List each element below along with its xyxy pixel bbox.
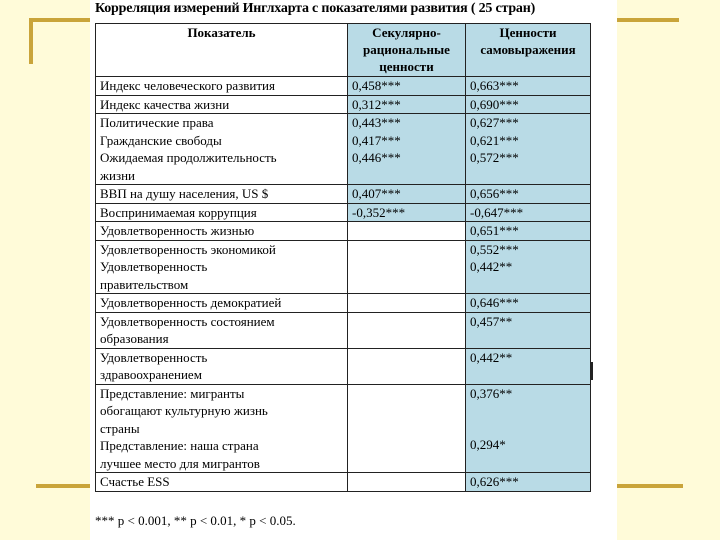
correlation-value — [470, 419, 586, 436]
indicator-label: лучшее место для мигрантов — [100, 455, 260, 471]
secular-value-cell — [348, 95, 466, 114]
correlation-value: 0,656*** — [470, 186, 519, 201]
header-label: ценности — [379, 59, 434, 74]
correlation-value: 0,407*** — [352, 186, 401, 201]
correlation-value: 0,458*** — [352, 78, 401, 93]
decor-top-left-line — [29, 18, 90, 22]
header-label: Показатель — [187, 25, 256, 40]
decor-vertical-line — [29, 18, 33, 64]
indicator-cell — [96, 203, 348, 222]
self-expression-value-cell — [466, 294, 591, 313]
table-row — [96, 312, 591, 348]
correlation-value: -0,352*** — [352, 204, 406, 220]
indicator-label: Индекс качества жизни — [100, 96, 230, 112]
indicator-label: правительством — [100, 276, 189, 292]
table-title: Корреляция измерений Инглхарта с показателями развития ( 25 стран) — [95, 1, 536, 16]
correlation-value: 0,651*** — [470, 223, 519, 238]
header-label: Ценности — [499, 25, 557, 40]
self-expression-value-cell — [466, 185, 591, 204]
indicator-label: Индекс человеческого развития — [100, 78, 275, 93]
indicator-label: Удовлетворенность жизнью — [100, 223, 255, 238]
table-row — [96, 240, 591, 294]
correlation-value: 0,443*** — [352, 115, 401, 130]
indicator-label: Гражданские свободы — [100, 132, 222, 148]
secular-value-cell — [348, 222, 466, 241]
header-label: рациональные — [363, 42, 450, 57]
secular-value-cell — [348, 312, 466, 348]
self-expression-value-cell — [466, 240, 591, 294]
correlation-value: -0,647*** — [470, 204, 524, 220]
indicator-label: Удовлетворенность — [100, 349, 208, 365]
indicator-cell — [96, 222, 348, 241]
indicator-cell — [96, 348, 348, 384]
indicator-label: страны — [100, 420, 140, 436]
edge-mark — [591, 362, 593, 380]
correlation-value: 0,690*** — [470, 96, 519, 112]
table-row — [96, 95, 591, 114]
decor-bottom-left-line — [36, 484, 90, 488]
indicator-label: Ожидаемая продолжительность — [100, 150, 277, 165]
header-label: Секулярно- — [372, 25, 441, 40]
header-secular-rational — [348, 24, 466, 77]
indicator-cell — [96, 240, 348, 294]
indicator-label: Удовлетворенность — [100, 259, 208, 274]
indicator-label: жизни — [100, 167, 135, 183]
indicator-label: здравоохранением — [100, 367, 202, 382]
secular-value-cell — [348, 240, 466, 294]
indicator-label: образования — [100, 331, 169, 346]
table-row — [96, 473, 591, 492]
self-expression-value-cell — [466, 77, 591, 96]
indicator-label: Представление: мигранты — [100, 385, 245, 401]
table-row — [96, 348, 591, 384]
self-expression-value-cell — [466, 114, 591, 185]
secular-value-cell — [348, 114, 466, 185]
secular-value-cell — [348, 348, 466, 384]
correlation-value: 0,663*** — [470, 78, 519, 93]
table-row — [96, 203, 591, 222]
correlation-value: 0,446*** — [352, 150, 401, 165]
indicator-label: Воспринимаемая коррупция — [100, 204, 257, 220]
indicator-cell — [96, 473, 348, 492]
self-expression-value-cell — [466, 348, 591, 384]
table-row — [96, 185, 591, 204]
self-expression-value-cell — [466, 473, 591, 492]
indicator-cell — [96, 185, 348, 204]
self-expression-value-cell — [466, 312, 591, 348]
indicator-label: Счастье ESS — [100, 474, 170, 489]
table-row — [96, 294, 591, 313]
indicator-label: Политические права — [100, 115, 214, 130]
correlation-value: 0,572*** — [470, 150, 519, 165]
decor-bottom-right-line — [617, 484, 683, 488]
indicator-label: Удовлетворенность состоянием — [100, 313, 275, 329]
correlation-value: 0,442** — [470, 259, 513, 274]
indicator-label: Удовлетворенность экономикой — [100, 241, 276, 257]
self-expression-value-cell — [466, 95, 591, 114]
secular-value-cell — [348, 473, 466, 492]
indicator-cell — [96, 114, 348, 185]
correlation-value: 0,552*** — [470, 241, 519, 257]
indicator-label: обогащают культурную жизнь — [100, 403, 268, 418]
self-expression-value-cell — [466, 203, 591, 222]
correlation-table — [95, 23, 591, 492]
correlation-value: 0,627*** — [470, 115, 519, 130]
secular-value-cell — [348, 294, 466, 313]
indicator-cell — [96, 77, 348, 96]
correlation-value: 0,621*** — [470, 132, 519, 148]
decor-top-right-line — [617, 18, 679, 22]
indicator-label: Представление: наша страна — [100, 438, 259, 453]
header-indicator — [96, 24, 348, 77]
header-self-expression — [466, 24, 591, 77]
table-header-row — [96, 24, 591, 77]
indicator-cell — [96, 95, 348, 114]
correlation-value: 0,417*** — [352, 132, 401, 148]
secular-value-cell — [348, 77, 466, 96]
secular-value-cell — [348, 185, 466, 204]
indicator-cell — [96, 384, 348, 473]
correlation-value — [470, 402, 586, 419]
correlation-value: 0,294* — [470, 437, 506, 452]
table-row — [96, 114, 591, 185]
table-row — [96, 222, 591, 241]
header-label: самовыражения — [480, 42, 576, 57]
correlation-value: 0,626*** — [470, 474, 519, 489]
correlation-value: 0,457** — [470, 313, 513, 329]
secular-value-cell — [348, 203, 466, 222]
indicator-cell — [96, 312, 348, 348]
secular-value-cell — [348, 384, 466, 473]
table-row — [96, 384, 591, 473]
correlation-value: 0,312*** — [352, 96, 401, 112]
table-row — [96, 77, 591, 96]
self-expression-value-cell — [466, 384, 591, 473]
indicator-cell — [96, 294, 348, 313]
significance-footnote: *** p < 0.001, ** p < 0.01, * p < 0.05. — [95, 513, 296, 528]
self-expression-value-cell — [466, 222, 591, 241]
correlation-value: 0,442** — [470, 349, 513, 365]
correlation-value: 0,376** — [470, 385, 513, 401]
indicator-label: ВВП на душу населения, US $ — [100, 186, 269, 201]
correlation-value: 0,646*** — [470, 295, 519, 310]
indicator-label: Удовлетворенность демократией — [100, 295, 282, 310]
